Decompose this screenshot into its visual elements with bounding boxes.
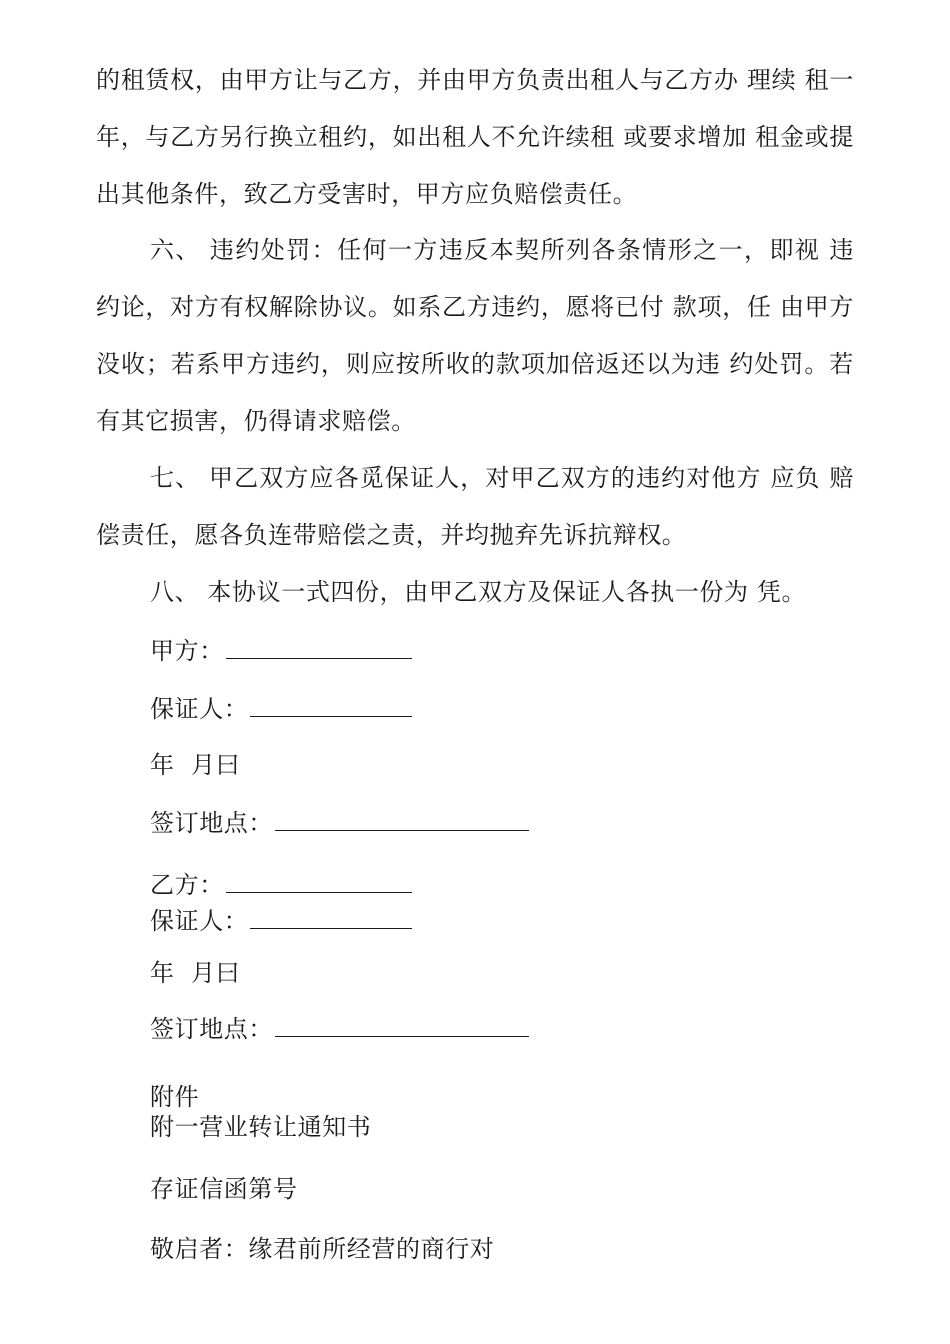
letter-reference: 存证信函第号 — [150, 1175, 298, 1203]
place-b-blank[interactable] — [275, 1014, 529, 1037]
guarantor-b-line — [150, 906, 412, 936]
party-a-line — [150, 636, 412, 666]
date-b-label: 年 月曰 — [150, 959, 241, 987]
letter-salutation: 敬启者：缘君前所经营的商行对 — [150, 1235, 495, 1263]
date-a-label: 年 月曰 — [150, 751, 241, 779]
party-a-blank[interactable] — [226, 636, 412, 659]
clause-six-breach-penalty: 六、 违约处罚：任何一方违反本契所列各条情形之一，即视 违约论，对方有权解除协议。如系乙方违约，愿将已付 款项，任 由甲方没收；若系甲方违约，则应按所收的款项加倍返还以为违 约处罚。若有其它损害，仍得请求赔偿。 — [96, 236, 854, 435]
place-b-label: 签订地点： — [150, 1015, 273, 1043]
place-a-blank[interactable] — [275, 808, 529, 831]
place-a-label: 签订地点： — [150, 809, 273, 837]
paragraph-continued: 的租赁权，由甲方让与乙方，并由甲方负责出租人与乙方办 理续 租一年，与乙方另行换立租约，如出租人不允许续租 或要求增加 租金或提出其他条件，致乙方受害时，甲方应负赔偿责任。 — [96, 66, 854, 208]
guarantor-a-line — [150, 694, 412, 724]
party-b-blank[interactable] — [226, 870, 412, 893]
guarantor-a-blank[interactable] — [250, 694, 412, 717]
clause-seven-guarantors: 七、 甲乙双方应各觅保证人，对甲乙双方的违约对他方 应负 赔偿责任，愿各负连带赔偿之责，并均抛弃先诉抗辩权。 — [96, 464, 854, 549]
guarantor-b-blank[interactable] — [250, 906, 412, 929]
clause-eight-copies: 八、 本协议一式四份，由甲乙双方及保证人各执一份为 凭。 — [150, 578, 807, 606]
date-b-line — [150, 958, 240, 988]
party-a-label: 甲方： — [150, 637, 224, 665]
guarantor-a-label: 保证人： — [150, 695, 249, 723]
attachment-heading: 附件 — [150, 1083, 200, 1111]
place-b-line — [150, 1014, 529, 1044]
date-a-line — [150, 750, 240, 780]
guarantor-b-label: 保证人： — [150, 907, 249, 935]
attachment-title: 附一营业转让通知书 — [150, 1113, 372, 1141]
party-b-label: 乙方： — [150, 871, 224, 899]
place-a-line — [150, 808, 529, 838]
party-b-line — [150, 870, 412, 900]
